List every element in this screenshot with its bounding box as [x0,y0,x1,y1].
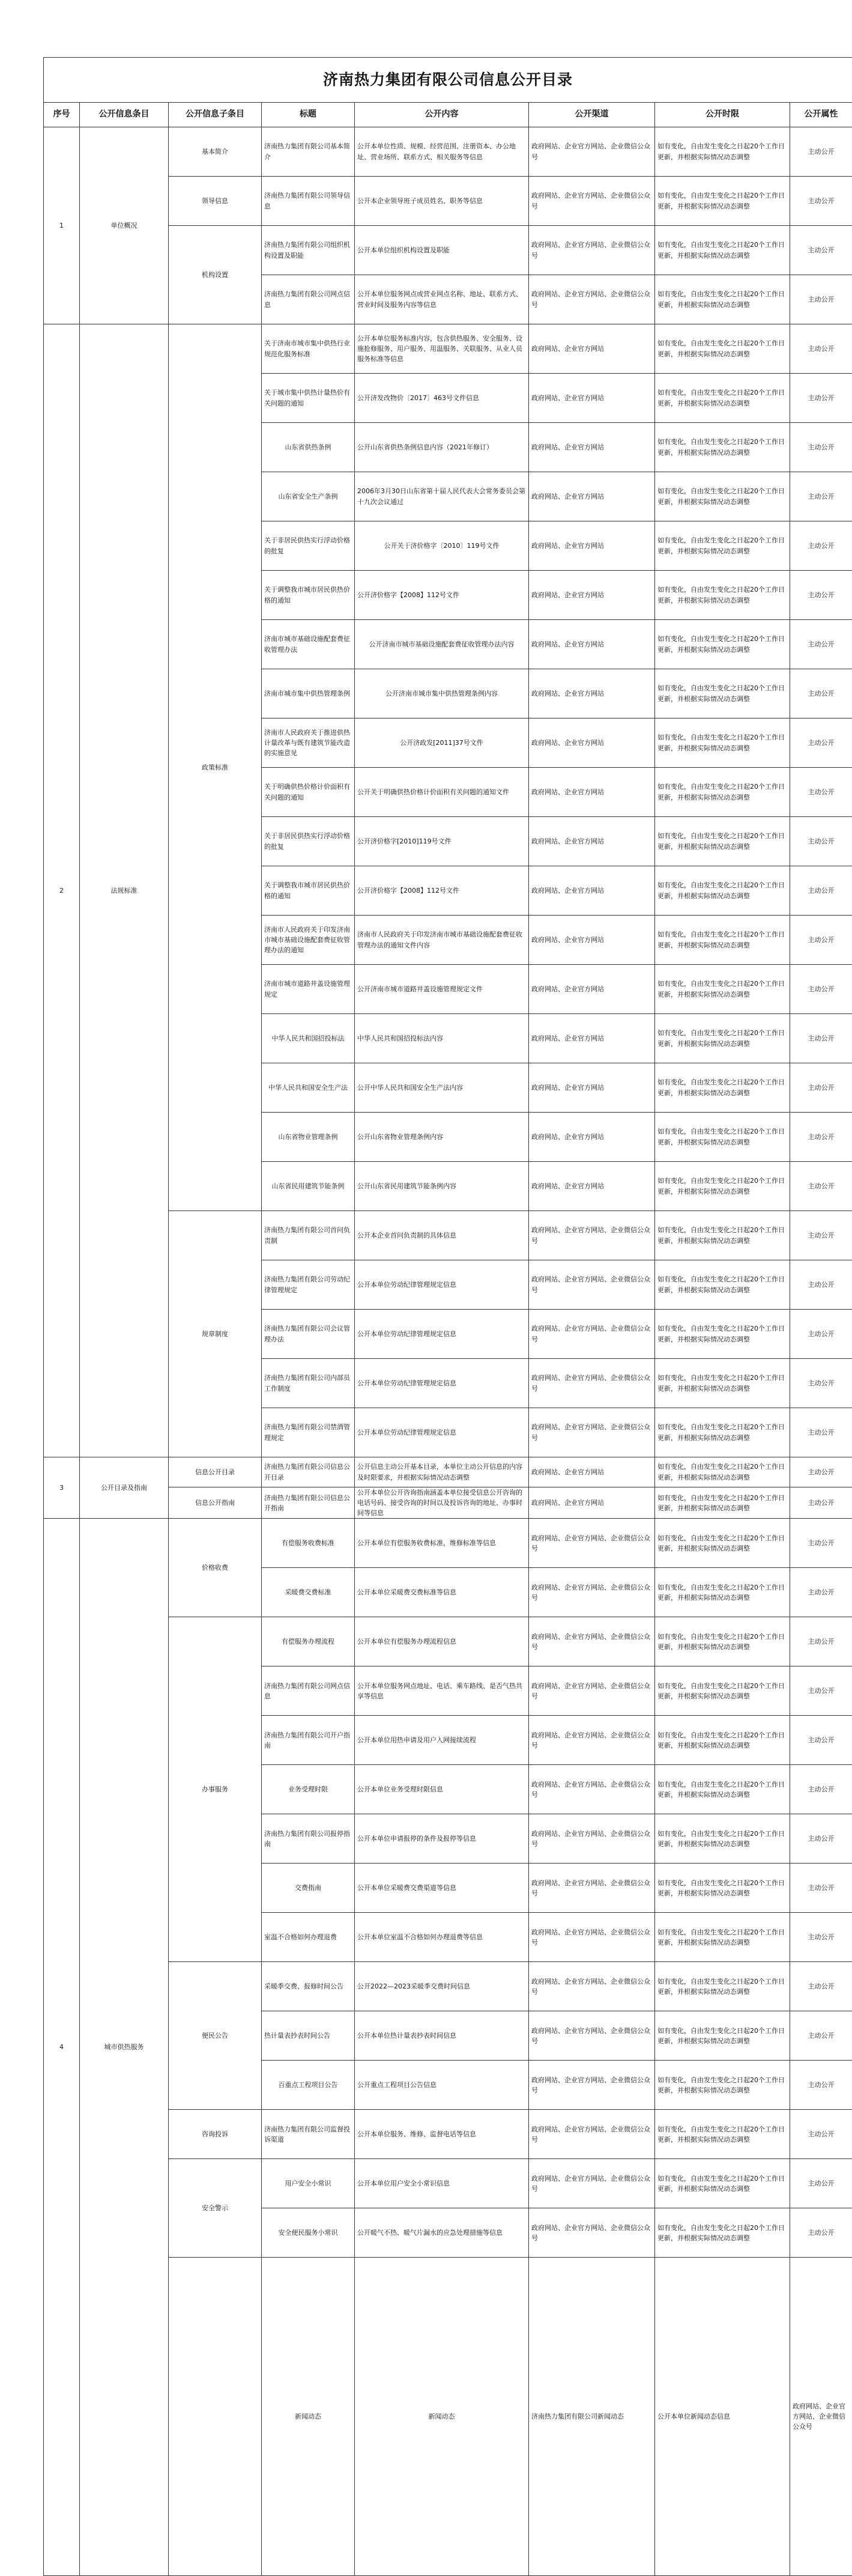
row-content: 公开济价格字【2008】112号文件 [355,866,529,916]
row-channel: 政府网站、企业官方网站、企业微信公众号 [529,2011,655,2061]
row-timeliness: 如有变化，自由发生变化之日起20个工作日更新，并根据实际情况动态调整 [655,226,790,275]
row-channel: 政府网站、企业官方网站、企业微信公众号 [529,1310,655,1359]
row-subitem: 便民公告 [169,1962,262,2110]
row-content: 公开本单位新闻动态信息 [655,2258,790,2575]
row-timeliness: 如有变化，自由发生变化之日起20个工作日更新，并根据实际情况动态调整 [655,521,790,571]
row-timeliness: 如有变化，自由发生变化之日起20个工作日更新，并根据实际情况动态调整 [655,718,790,768]
row-channel: 政府网站、企业官方网站 [529,768,655,817]
row-channel: 政府网站、企业官方网站、企业微信公众号 [529,1519,655,1568]
row-title: 济南热力集团有限公司内部员工作制度 [262,1359,355,1408]
row-channel: 政府网站、企业官方网站 [529,1063,655,1113]
row-attribute: 主动公开 [790,1814,852,1864]
row-attribute: 主动公开 [790,2159,852,2208]
row-content: 公开本单位室温不合格如何办理退费等信息 [355,1913,529,1962]
row-title: 济南市城市道路井盖设施管理规定 [262,965,355,1014]
row-timeliness: 如有变化，自由发生变化之日起20个工作日更新，并根据实际情况动态调整 [655,2061,790,2110]
row-title: 济南热力集团有限公司首问负责制 [262,1211,355,1260]
row-timeliness: 如有变化，自由发生变化之日起20个工作日更新，并根据实际情况动态调整 [655,768,790,817]
row-channel: 政府网站、企业官方网站 [529,1487,655,1519]
row-title: 室温不合格如何办理退费 [262,1913,355,1962]
row-title: 济南热力集团有限公司信息公开指南 [262,1487,355,1519]
row-attribute: 主动公开 [790,1913,852,1962]
row-content: 公开济南市城市道路井盖设施管理规定文件 [355,965,529,1014]
row-timeliness: 如有变化，自由发生变化之日起20个工作日更新，并根据实际情况动态调整 [655,1408,790,1457]
row-channel: 政府网站、企业官方网站 [529,965,655,1014]
row-title: 济南热力集团有限公司基本简介 [262,127,355,177]
row-timeliness: 如有变化，自由发生变化之日起20个工作日更新，并根据实际情况动态调整 [655,423,790,472]
row-content: 公开济南市城市基础设施配套费征收管理办法内容 [355,620,529,669]
row-channel: 政府网站、企业官方网站 [529,1014,655,1063]
row-content: 公开重点工程项目公告信息 [355,2061,529,2110]
row-timeliness: 如有变化，自由发生变化之日起20个工作日更新，并根据实际情况动态调整 [655,1716,790,1765]
row-subitem: 政策标准 [169,324,262,1211]
row-title: 济南热力集团有限公司报停指南 [262,1814,355,1864]
header-content: 公开内容 [355,103,529,127]
row-title: 交费指南 [262,1864,355,1913]
row-attribute: 主动公开 [790,1962,852,2011]
row-subitem: 办事服务 [169,1617,262,1962]
row-channel: 政府网站、企业官方网站、企业微信公众号 [529,177,655,226]
row-item: 城市供热服务 [80,1519,169,2575]
row-attribute: 主动公开 [790,1359,852,1408]
row-title: 济南热力集团有限公司开户指南 [262,1716,355,1765]
row-timeliness: 如有变化，自由发生变化之日起20个工作日更新，并根据实际情况动态调整 [655,1765,790,1814]
row-subitem: 新闻动态 [355,2258,529,2575]
row-attribute: 主动公开 [790,1519,852,1568]
row-subitem: 咨询投诉 [169,2110,262,2159]
row-attribute: 主动公开 [790,1487,852,1519]
row-content: 公开本单位业务受理时限信息 [355,1765,529,1814]
row-channel: 政府网站、企业官方网站、企业微信公众号 [529,127,655,177]
row-content: 公开济价格字[2010]119号文件 [355,817,529,866]
row-content: 公开本单位劳动纪律管理规定信息 [355,1359,529,1408]
row-attribute: 主动公开 [790,1014,852,1063]
header-channel: 公开渠道 [529,103,655,127]
row-subitem: 信息公开指南 [169,1487,262,1519]
row-timeliness: 如有变化，自由发生变化之日起20个工作日更新，并根据实际情况动态调整 [655,1310,790,1359]
row-content: 公开本单位性质、规模、经营范围、注册资本、办公地址、营业场所、联系方式、相关服务等信息 [355,127,529,177]
row-item: 公开目录及指南 [80,1457,169,1519]
row-title: 济南热力集团有限公司监督投诉渠道 [262,2110,355,2159]
row-timeliness: 如有变化，自由发生变化之日起20个工作日更新，并根据实际情况动态调整 [655,1519,790,1568]
row-channel: 政府网站、企业官方网站 [529,423,655,472]
row-subitem: 领导信息 [169,177,262,226]
row-timeliness: 如有变化，自由发生变化之日起20个工作日更新，并根据实际情况动态调整 [655,1814,790,1864]
disclosure-table [43,57,852,2576]
row-content: 公开本企业首问负责制的具体信息 [355,1211,529,1260]
row-title: 济南热力集团有限公司领导信息 [262,177,355,226]
row-channel: 政府网站、企业官方网站、企业微信公众号 [529,275,655,324]
row-attribute: 主动公开 [790,1113,852,1162]
row-content: 公开关于明确供热价格计价面积有关问题的通知文件 [355,768,529,817]
row-title: 济南市人民政府关于推进供热计量改革与既有建筑节能改造的实施意见 [262,718,355,768]
row-channel: 政府网站、企业官方网站、企业微信公众号 [529,226,655,275]
row-attribute: 主动公开 [790,1310,852,1359]
row-timeliness: 如有变化，自由发生变化之日起20个工作日更新，并根据实际情况动态调整 [655,620,790,669]
row-content: 公开本单位采暖费交费标准等信息 [355,1568,529,1617]
row-channel: 政府网站、企业官方网站 [529,571,655,620]
row-channel: 政府网站、企业官方网站、企业微信公众号 [529,1864,655,1913]
row-attribute: 主动公开 [790,1666,852,1716]
row-content: 公开本单位有偿服务办理流程信息 [355,1617,529,1666]
row-content: 公开中华人民共和国安全生产法内容 [355,1063,529,1113]
row-channel: 政府网站、企业官方网站 [529,1113,655,1162]
row-channel: 政府网站、企业官方网站 [529,324,655,374]
row-timeliness: 如有变化，自由发生变化之日起20个工作日更新，并根据实际情况动态调整 [655,1211,790,1260]
row-content: 公开本单位劳动纪律管理规定信息 [355,1408,529,1457]
row-attribute: 主动公开 [790,1162,852,1211]
row-content: 公开山东省民用建筑节能条例内容 [355,1162,529,1211]
row-timeliness: 如有变化，自由发生变化之日起20个工作日更新，并根据实际情况动态调整 [655,1063,790,1113]
row-attribute: 主动公开 [790,1765,852,1814]
row-timeliness: 如有变化，自由发生变化之日起20个工作日更新，并根据实际情况动态调整 [655,866,790,916]
row-channel: 政府网站、企业官方网站、企业微信公众号 [529,2208,655,2258]
row-timeliness: 如有变化，自由发生变化之日起20个工作日更新，并根据实际情况动态调整 [655,2110,790,2159]
row-timeliness: 如有变化，自由发生变化之日起20个工作日更新，并根据实际情况动态调整 [655,1913,790,1962]
row-attribute: 主动公开 [790,620,852,669]
row-attribute: 主动公开 [790,2011,852,2061]
row-timeliness: 如有变化，自由发生变化之日起20个工作日更新，并根据实际情况动态调整 [655,669,790,718]
row-content: 公开本单位劳动纪律管理规定信息 [355,1260,529,1310]
row-channel: 政府网站、企业官方网站 [529,916,655,965]
row-timeliness: 如有变化，自由发生变化之日起20个工作日更新，并根据实际情况动态调整 [655,571,790,620]
row-channel: 政府网站、企业官方网站 [529,1457,655,1487]
row-timeliness: 如有变化，自由发生变化之日起20个工作日更新，并根据实际情况动态调整 [655,965,790,1014]
row-title: 济南热力集团有限公司网点信息 [262,1666,355,1716]
row-subitem: 信息公开目录 [169,1457,262,1487]
row-channel: 政府网站、企业官方网站 [529,718,655,768]
row-timeliness: 如有变化，自由发生变化之日起20个工作日更新，并根据实际情况动态调整 [655,1666,790,1716]
row-timeliness: 如有变化，自由发生变化之日起20个工作日更新，并根据实际情况动态调整 [655,127,790,177]
row-title: 济南市人民政府关于印发济南市城市基础设施配套费征收管理办法的通知 [262,916,355,965]
row-no [169,2258,262,2575]
row-attribute: 主动公开 [790,1063,852,1113]
row-content: 公开本企业领导班子成员姓名、职务等信息 [355,177,529,226]
row-channel: 政府网站、企业官方网站 [529,817,655,866]
row-content: 公开本单位用热申请及用户入网接续流程 [355,1716,529,1765]
row-content: 公开本单位服务标准内容，包含供热服务、安全服务、设施抢修服务、用户服务、用温服务、关联服务、从业人员服务标准等信息 [355,324,529,374]
row-attribute: 主动公开 [790,324,852,374]
row-channel: 政府网站、企业官方网站 [529,1162,655,1211]
row-channel: 政府网站、企业官方网站、企业微信公众号 [529,1260,655,1310]
row-content: 公开本单位热计量表抄表时间信息 [355,2011,529,2061]
row-channel: 政府网站、企业官方网站、企业微信公众号 [529,2061,655,2110]
row-attribute: 主动公开 [790,817,852,866]
row-timeliness: 如有变化，自由发生变化之日起20个工作日更新，并根据实际情况动态调整 [655,1568,790,1617]
row-title: 济南热力集团有限公司新闻动态 [529,2258,655,2575]
row-title: 济南市城市集中供热管理条例 [262,669,355,718]
row-timeliness: 如有变化，自由发生变化之日起20个工作日更新，并根据实际情况动态调整 [655,1113,790,1162]
row-no: 2 [44,324,80,1457]
row-attribute: 主动公开 [790,718,852,768]
row-channel: 政府网站、企业官方网站、企业微信公众号 [529,1568,655,1617]
row-subitem: 价格收费 [169,1519,262,1617]
row-attribute: 主动公开 [790,177,852,226]
row-content: 公开信息主动公开基本目录，本单位主动公开信息的内容及时限要求，并根据实际情况动态调整 [355,1457,529,1487]
row-attribute: 主动公开 [790,916,852,965]
row-subitem: 基本简介 [169,127,262,177]
row-title: 安全便民服务小常识 [262,2208,355,2258]
row-timeliness: 如有变化，自由发生变化之日起20个工作日更新，并根据实际情况动态调整 [655,1359,790,1408]
row-attribute: 主动公开 [790,1408,852,1457]
row-content: 公开济发改物价〔2017〕463号文件信息 [355,374,529,423]
row-timeliness: 如有变化，自由发生变化之日起20个工作日更新，并根据实际情况动态调整 [655,324,790,374]
row-content: 公开2022—2023采暖季交费时间信息 [355,1962,529,2011]
row-timeliness: 如有变化，自由发生变化之日起20个工作日更新，并根据实际情况动态调整 [655,2208,790,2258]
row-attribute: 主动公开 [790,669,852,718]
row-attribute: 主动公开 [790,127,852,177]
row-no: 1 [44,127,80,324]
row-channel: 政府网站、企业官方网站 [529,620,655,669]
row-content: 公开本单位组织机构设置及职能 [355,226,529,275]
table-row [44,1457,852,1487]
row-content: 公开本单位服务、维修、监督电话等信息 [355,2110,529,2159]
row-content: 公开关于济价格字〔2010〕119号文件 [355,521,529,571]
row-channel: 政府网站、企业官方网站、企业微信公众号 [529,1716,655,1765]
row-channel: 政府网站、企业官方网站、企业微信公众号 [529,1962,655,2011]
row-content: 公开本单位服务网点或营业网点名称、地址、联系方式、营业时间及服务内容等信息 [355,275,529,324]
row-title: 山东省民用建筑节能条例 [262,1162,355,1211]
row-content: 中华人民共和国招投标法内容 [355,1014,529,1063]
row-timeliness: 如有变化，自由发生变化之日起20个工作日更新，并根据实际情况动态调整 [655,177,790,226]
row-item: 新闻动态 [262,2258,355,2575]
table-row [44,127,852,177]
row-attribute: 主动公开 [790,472,852,521]
row-timeliness: 如有变化，自由发生变化之日起20个工作日更新，并根据实际情况动态调整 [655,2159,790,2208]
row-title: 济南热力集团有限公司会议管理办法 [262,1310,355,1359]
row-title: 山东省安全生产条例 [262,472,355,521]
row-channel: 政府网站、企业官方网站 [529,521,655,571]
header-attribute: 公开属性 [790,103,852,127]
row-content: 公开暖气不热、暖气片漏水的应急处理措施等信息 [355,2208,529,2258]
row-channel: 政府网站、企业官方网站、企业微信公众号 [529,1359,655,1408]
row-attribute: 主动公开 [790,965,852,1014]
page-title: 济南热力集团有限公司信息公开目录 [44,58,852,103]
row-content: 公开本单位用户安全小常识信息 [355,2159,529,2208]
row-content: 公开本单位公开咨询指南涵盖本单位接受信息公开咨询的电话号码、接受咨询的时间以及投诉咨询的地址、办事时间等信息 [355,1487,529,1519]
row-title: 业务受理时限 [262,1765,355,1814]
row-content: 公开本单位有偿服务收费标准，维修标准等信息 [355,1519,529,1568]
row-timeliness: 如有变化，自由发生变化之日起20个工作日更新，并根据实际情况动态调整 [655,374,790,423]
row-attribute: 主动公开 [790,1617,852,1666]
row-title: 关于非居民供热实行浮动价格的批复 [262,817,355,866]
row-content: 公开本单位服务网点地址、电话、乘车路线、是否气热共享等信息 [355,1666,529,1716]
row-attribute: 主动公开 [790,1568,852,1617]
row-title: 济南热力集团有限公司禁酒管理规定 [262,1408,355,1457]
row-content: 公开山东省供热条例信息内容（2021年修订） [355,423,529,472]
row-title: 关于城市集中供热计量热价有关问题的通知 [262,374,355,423]
row-attribute: 主动公开 [790,226,852,275]
row-title: 用户安全小常识 [262,2159,355,2208]
row-timeliness: 如有变化，自由发生变化之日起20个工作日更新，并根据实际情况动态调整 [655,916,790,965]
row-content: 公开济政发[2011]37号文件 [355,718,529,768]
row-title: 济南热力集团有限公司网点信息 [262,275,355,324]
row-no: 4 [44,1519,80,2575]
row-title: 济南热力集团有限公司组织机构设置及职能 [262,226,355,275]
row-attribute: 主动公开 [790,1716,852,1765]
row-channel: 政府网站、企业官方网站、企业微信公众号 [529,1617,655,1666]
row-title: 济南市城市基础设施配套费征收管理办法 [262,620,355,669]
table-row [44,1519,852,1568]
row-channel: 政府网站、企业官方网站、企业微信公众号 [529,2159,655,2208]
row-channel: 政府网站、企业官方网站、企业微信公众号 [529,1666,655,1716]
row-channel: 政府网站、企业官方网站、企业微信公众号 [790,2258,852,2575]
row-channel: 政府网站、企业官方网站、企业微信公众号 [529,1913,655,1962]
row-attribute: 主动公开 [790,1864,852,1913]
row-title: 热计量表抄表时间公告 [262,2011,355,2061]
header-title: 标题 [262,103,355,127]
header-no: 序号 [44,103,80,127]
row-title: 山东省供热条例 [262,423,355,472]
row-channel: 政府网站、企业官方网站 [529,374,655,423]
row-title: 采暖费交费标准 [262,1568,355,1617]
row-timeliness: 如有变化，自由发生变化之日起20个工作日更新，并根据实际情况动态调整 [655,1617,790,1666]
row-timeliness: 如有变化，自由发生变化之日起20个工作日更新，并根据实际情况动态调整 [655,1014,790,1063]
row-timeliness: 如有变化，自由发生变化之日起20个工作日更新，并根据实际情况动态调整 [655,1962,790,2011]
row-channel: 政府网站、企业官方网站 [529,669,655,718]
row-item: 单位概况 [80,127,169,324]
header-subitem: 公开信息子条目 [169,103,262,127]
row-channel: 政府网站、企业官方网站、企业微信公众号 [529,2110,655,2159]
row-timeliness: 如有变化，自由发生变化之日起20个工作日更新，并根据实际情况动态调整 [655,1487,790,1519]
row-title: 有偿服务收费标准 [262,1519,355,1568]
row-timeliness: 如有变化，自由发生变化之日起20个工作日更新，并根据实际情况动态调整 [655,275,790,324]
row-no: 3 [44,1457,80,1519]
row-timeliness: 如有变化，自由发生变化之日起20个工作日更新，并根据实际情况动态调整 [655,1162,790,1211]
row-content: 公开山东省物业管理条例内容 [355,1113,529,1162]
row-title: 中华人民共和国安全生产法 [262,1063,355,1113]
row-timeliness: 如有变化，自由发生变化之日起20个工作日更新，并根据实际情况动态调整 [655,1864,790,1913]
row-timeliness: 如有变化，自由发生变化之日起20个工作日更新，并根据实际情况动态调整 [655,472,790,521]
row-channel: 政府网站、企业官方网站、企业微信公众号 [529,1211,655,1260]
header-item: 公开信息条目 [80,103,169,127]
row-title: 济南热力集团有限公司信息公开目录 [262,1457,355,1487]
row-title: 百重点工程项目公告 [262,2061,355,2110]
row-channel: 政府网站、企业官方网站、企业微信公众号 [529,1765,655,1814]
row-title: 关于济南市城市集中供热行业规范化服务标准 [262,324,355,374]
row-channel: 政府网站、企业官方网站 [529,866,655,916]
row-content: 公开济价格字【2008】112号文件 [355,571,529,620]
row-attribute: 主动公开 [790,2208,852,2258]
row-timeliness: 如有变化，自由发生变化之日起20个工作日更新，并根据实际情况动态调整 [655,1260,790,1310]
row-channel: 政府网站、企业官方网站 [529,472,655,521]
row-attribute: 主动公开 [790,275,852,324]
row-title: 关于调整我市城市居民供热价格的通知 [262,866,355,916]
row-attribute: 主动公开 [790,2110,852,2159]
row-subitem: 安全警示 [169,2159,262,2258]
row-title: 关于明确供热价格计价面积有关问题的通知 [262,768,355,817]
row-subitem: 规章制度 [169,1211,262,1457]
row-content: 公开本单位劳动纪律管理规定信息 [355,1310,529,1359]
row-timeliness: 如有变化，自由发生变化之日起20个工作日更新，并根据实际情况动态调整 [655,2011,790,2061]
row-attribute: 主动公开 [790,1260,852,1310]
row-timeliness: 如有变化，自由发生变化之日起20个工作日更新，并根据实际情况动态调整 [655,817,790,866]
row-content: 公开本单位采暖费交费渠道等信息 [355,1864,529,1913]
row-title: 采暖季交费、报修时间公告 [262,1962,355,2011]
row-attribute: 主动公开 [790,1457,852,1487]
table-row [44,324,852,374]
disclosure-sheet [43,57,852,2576]
row-attribute: 主动公开 [790,768,852,817]
row-attribute: 主动公开 [790,571,852,620]
row-title: 山东省物业管理条例 [262,1113,355,1162]
row-title: 关于非居民供热实行浮动价格的批复 [262,521,355,571]
row-attribute: 主动公开 [790,1211,852,1260]
row-attribute: 主动公开 [790,423,852,472]
row-attribute: 主动公开 [790,521,852,571]
row-channel: 政府网站、企业官方网站、企业微信公众号 [529,1408,655,1457]
header-timeliness: 公开时限 [655,103,790,127]
row-content: 济南市人民政府关于印发济南市城市基础设施配套费征收管理办法的通知文件内容 [355,916,529,965]
row-channel: 政府网站、企业官方网站、企业微信公众号 [529,1814,655,1864]
row-subitem: 机构设置 [169,226,262,324]
row-title: 中华人民共和国招投标法 [262,1014,355,1063]
row-title: 有偿服务办理流程 [262,1617,355,1666]
row-attribute: 主动公开 [790,2061,852,2110]
row-content: 2006年3月30日山东省第十届人民代表大会常务委员会第十九次会议通过 [355,472,529,521]
row-item: 法规标准 [80,324,169,1457]
row-title: 济南热力集团有限公司劳动纪律管理规定 [262,1260,355,1310]
row-content: 公开济南市城市集中供热管理条例内容 [355,669,529,718]
row-attribute: 主动公开 [790,374,852,423]
row-title: 关于调整我市城市居民供热价格的通知 [262,571,355,620]
header-row [44,103,852,127]
row-content: 公开本单位申请报停的条件及报停等信息 [355,1814,529,1864]
row-timeliness: 如有变化，自由发生变化之日起20个工作日更新，并根据实际情况动态调整 [655,1457,790,1487]
row-attribute: 主动公开 [790,866,852,916]
